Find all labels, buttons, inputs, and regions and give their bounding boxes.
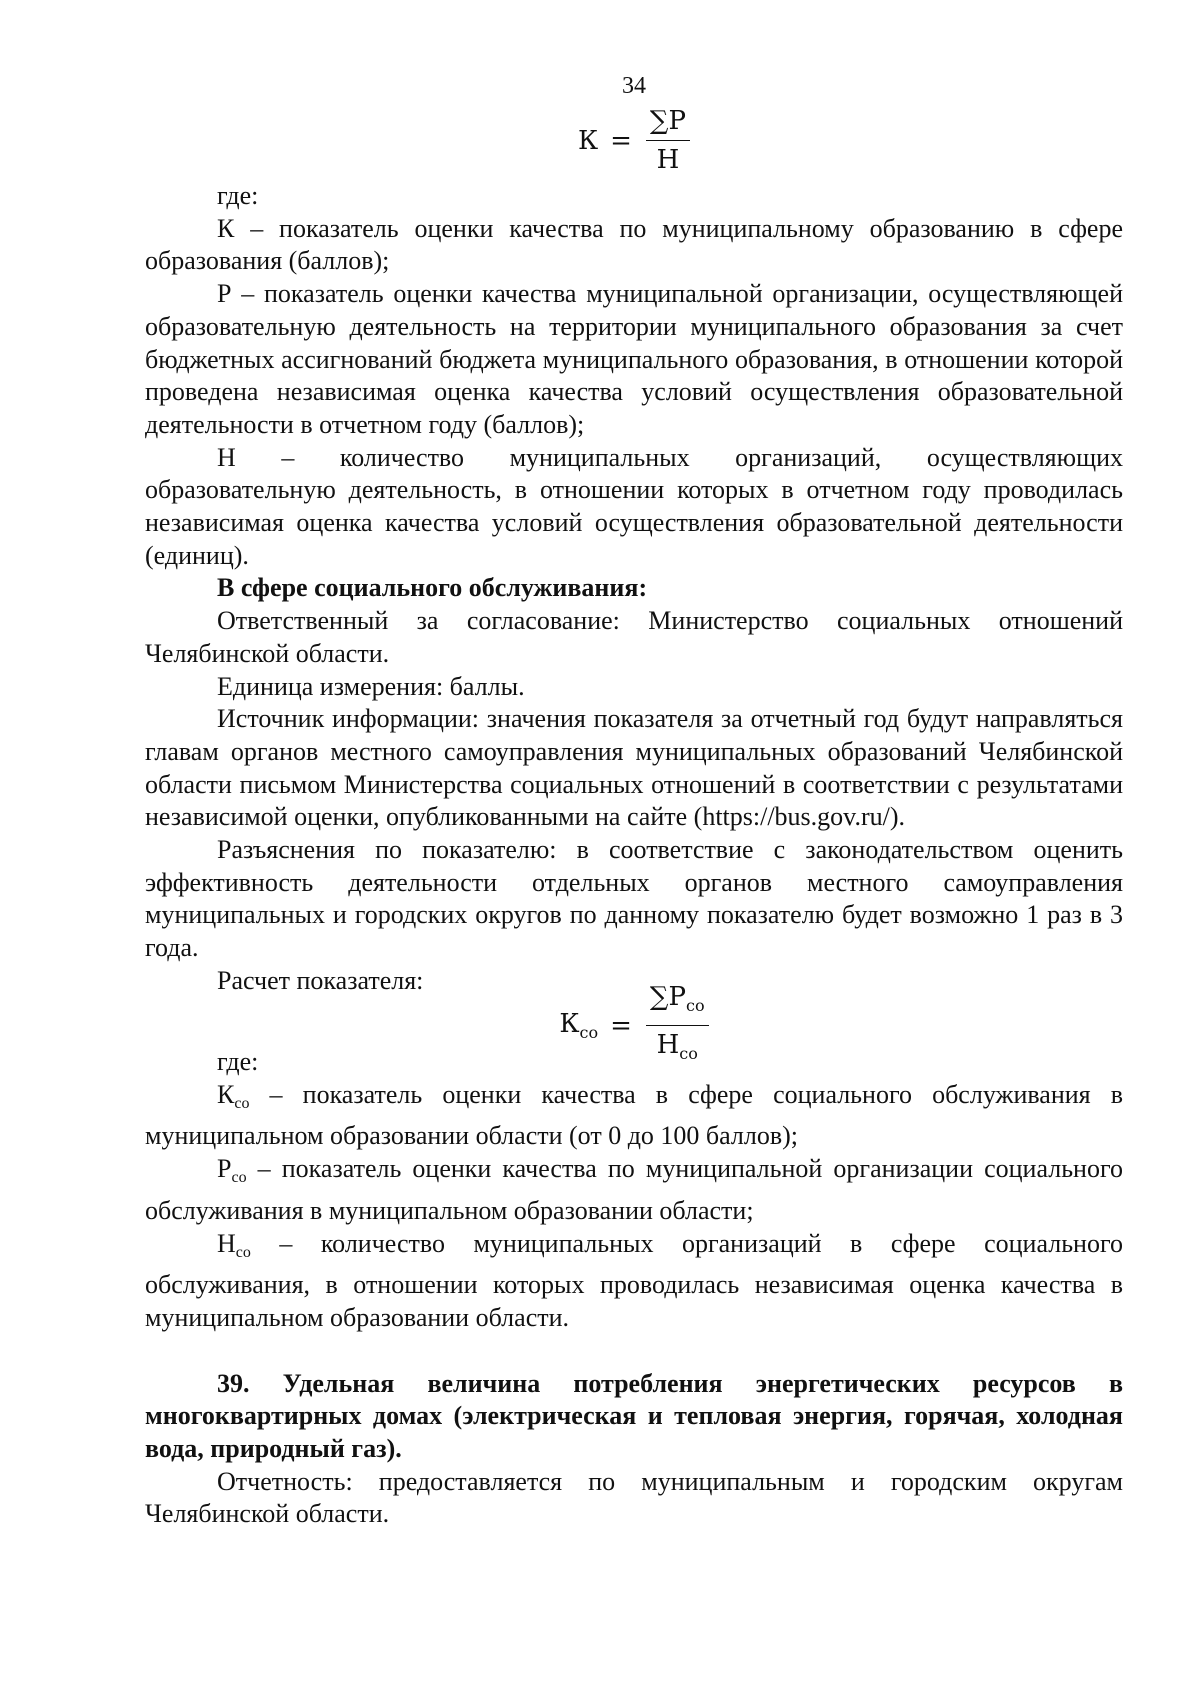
definition-k: К – показатель оценки качества по муниципальному образованию в сфере образования (баллов); <box>145 213 1123 276</box>
formula-k-lhs: К <box>578 125 599 156</box>
where-label: где: <box>217 181 259 210</box>
formula-kso-equals: = <box>610 1010 632 1041</box>
formula-k <box>145 104 1123 177</box>
section-education-definitions <box>145 180 1123 998</box>
formula-k-fraction <box>646 104 690 177</box>
definition-n: Н – количество муниципальных организаций, осуществляющих образовательную деятельность, в отношении которых в отчетном году проводилась независимая оценка качества условий осуществления образовательной деятельности (единиц). <box>145 442 1123 570</box>
where-label-2: где: <box>217 1047 259 1076</box>
formula-kso-denominator: $Н_{со}$ <box>656 1030 698 1063</box>
source-text: Источник информации: значения показателя за отчетный год будут направляться главам органов местного самоуправления муниципальных образований Челябинской области письмом Министерства социальных отношений в соответствии с результатами независимой оценки, опубликованными на сайте (https://bus.gov.ru/). <box>145 704 1123 832</box>
formula-kso-lhs: $К_{со}$ <box>559 1009 599 1042</box>
unit-text: Единица измерения: баллы. <box>217 671 525 701</box>
formula-k-denominator: Н <box>656 145 680 175</box>
reporting-text: Отчетность: предоставляется по муниципальным и городским округам Челябинской области. <box>145 1466 1123 1529</box>
formula-k-numerator: ∑Р <box>646 104 690 141</box>
responsible-text: Ответственный за согласование: Министерство социальных отношений Челябинской области. <box>145 606 1123 668</box>
section-heading-social: В сфере социального обслуживания: <box>217 573 648 603</box>
item-39-heading: 39. Удельная величина потребления энергетических ресурсов в многоквартирных домах (электрическая и тепловая энергия, горячая, холодная вода, природный газ). <box>145 1368 1123 1464</box>
calc-label: Расчет показателя: <box>217 965 424 995</box>
definition-p: Р – показатель оценки качества муниципальной организации, осуществляющей образовательную деятельность на территории муниципального образования за счет бюджетных ассигнований бюджета муниципального образования, в отношении которой проведена независимая оценка качества условий осуществления образовательной деятельности в отчетном году (баллов); <box>145 279 1123 439</box>
explanation-text: Разъяснения по показателю: в соответствие с законодательством оценить эффективность деятельности отдельных органов местного самоуправления муниципальных и городских округов по данному показателю будет возможно 1 раз в 3 года. <box>145 835 1123 963</box>
definition-kso: Ксо – показатель оценки качества в сфере социального обслуживания в муниципальном образовании области (от 0 до 100 баллов); <box>145 1079 1123 1151</box>
definition-pso: Рсо – показатель оценки качества по муниципальной организации социального обслуживания в муниципальном образовании области; <box>145 1154 1123 1225</box>
formula-k-equals: = <box>610 125 632 156</box>
page-number: 34 <box>622 73 646 99</box>
formula-kso-numerator: $\sum Р_{со}$ <box>646 980 709 1026</box>
section-social-definitions <box>145 1046 1123 1531</box>
definition-nso: Нсо – количество муниципальных организаций в сфере социального обслуживания, в отношении которых проводилась независимая оценка качества в муниципальном образовании области. <box>145 1228 1123 1332</box>
